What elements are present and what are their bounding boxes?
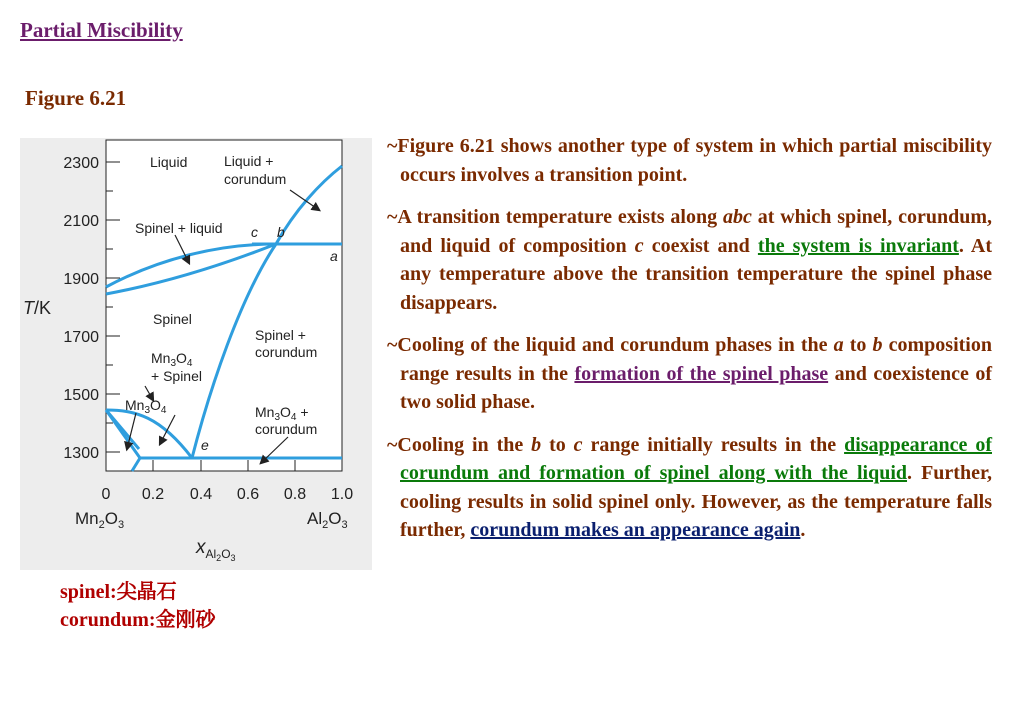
x-tick-label: 0 bbox=[101, 486, 111, 503]
y-tick-label: 1700 bbox=[63, 329, 99, 346]
region-spinel-corundum: Spinel + bbox=[255, 327, 306, 343]
explanation-text bbox=[387, 132, 992, 559]
x-tick-label: 1.0 bbox=[330, 486, 354, 503]
point-e-label: e bbox=[201, 437, 209, 453]
x-tick-label: 0.2 bbox=[141, 486, 165, 503]
y-axis-title: T/K bbox=[23, 298, 52, 318]
paragraph-2: ~A transition temperature exists along abc at which spinel, corundum, and liquid of composition c coexist and the system is invariant. At any temperature above the transition temperature the spinel phase disappears. bbox=[387, 206, 992, 314]
x-left-compound: $Mn_2O_3$ bbox=[75, 509, 125, 531]
region-spinel-corundum: corundum bbox=[255, 344, 318, 360]
y-tick-label: 1300 bbox=[63, 445, 99, 462]
region-mn3o4-spinel: $Mn_3O_4$ bbox=[151, 350, 193, 369]
x-tick-label: 0.6 bbox=[236, 486, 260, 503]
x-right-compound: $Al_2O_3$ bbox=[307, 509, 348, 531]
region-liquid-corundum: Liquid + bbox=[224, 153, 274, 169]
paragraph-3: ~Cooling of the liquid and corundum phases in the a to b composition range results in the formation of the spinel phase and coexistence of two solid phase. bbox=[387, 334, 992, 413]
glossary-item: corundum:金刚砂 bbox=[60, 607, 216, 631]
region-mn3o4-corundum: $Mn_3O_4$ + bbox=[255, 404, 309, 423]
x-axis-title: $x_{Al}2O3$ bbox=[196, 537, 236, 563]
point-c-label: c bbox=[251, 224, 258, 240]
glossary-item: spinel:尖晶石 bbox=[60, 579, 177, 603]
invariant-link[interactable]: the system is invariant bbox=[757, 234, 959, 257]
x-tick-label: 0.8 bbox=[283, 486, 307, 503]
phase-diagram bbox=[20, 138, 372, 570]
y-tick-label: 2300 bbox=[63, 155, 99, 172]
region-mn3o4: $Mn_3O_4$ bbox=[125, 397, 167, 416]
figure-label: Figure 6.21 bbox=[25, 86, 127, 110]
region-liquid: Liquid bbox=[150, 154, 188, 170]
region-liquid-corundum: corundum bbox=[224, 171, 287, 187]
glossary bbox=[60, 578, 216, 634]
region-spinel: Spinel bbox=[153, 311, 192, 327]
region-mn3o4-corundum: corundum bbox=[255, 421, 318, 437]
y-tick-label: 1900 bbox=[63, 271, 99, 288]
x-tick-label: 0.4 bbox=[189, 486, 213, 503]
page-title[interactable]: Partial Miscibility bbox=[20, 18, 183, 42]
corundum-disappearance-link[interactable]: disappearance of corundum and formation of spinel along with the liquid bbox=[400, 433, 992, 484]
y-tick-label: 1500 bbox=[63, 387, 99, 404]
region-spinel-liquid: Spinel + liquid bbox=[135, 220, 223, 236]
corundum-reappearance-link[interactable]: corundum makes an appearance again bbox=[470, 519, 801, 541]
y-tick-label: 2100 bbox=[63, 213, 99, 230]
point-b-label: b bbox=[277, 224, 285, 240]
paragraph-4: ~Cooling in the b to c range initially results in the disappearance of corundum and formation of spinel along with the liquid. Further, cooling results in solid spinel only. However, as the temperature falls further, corundum makes an appearance again. bbox=[387, 433, 993, 541]
point-a-label: a bbox=[330, 248, 338, 264]
region-mn3o4-spinel: + Spinel bbox=[151, 368, 202, 384]
spinel-formation-link[interactable]: formation of the spinel phase bbox=[574, 362, 829, 385]
paragraph-1: ~Figure 6.21 shows another type of system in which partial miscibility occurs involves a transition point. bbox=[387, 135, 992, 186]
